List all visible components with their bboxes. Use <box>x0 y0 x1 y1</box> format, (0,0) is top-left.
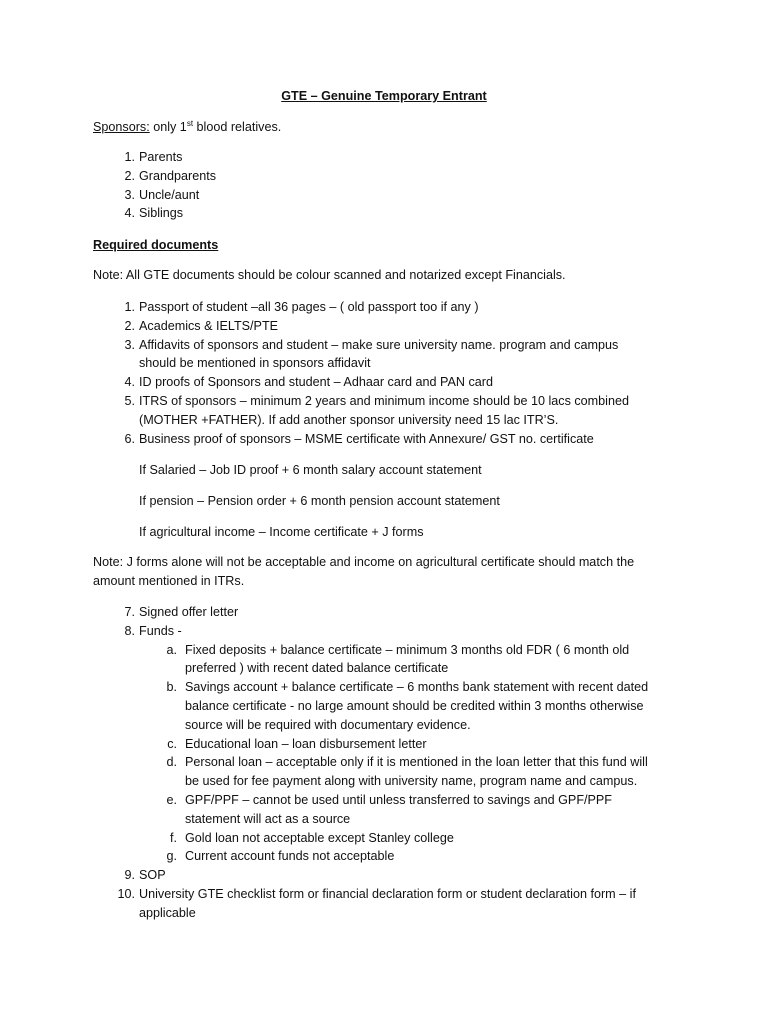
list-text: Business proof of sponsors – MSME certificate with Annexure/ GST no. certificate <box>139 431 594 446</box>
list-number: 5. <box>124 393 135 408</box>
list-item <box>93 317 693 336</box>
funds-line: GPF/PPF – cannot be used until unless transferred to savings and GPF/PPF <box>185 792 613 807</box>
funds-line: Current account funds not acceptable <box>185 849 395 864</box>
list-number: 7. <box>124 605 135 619</box>
list-number: 4. <box>124 206 135 221</box>
list-number: 1. <box>124 150 135 164</box>
list-text-line: ITRS of sponsors – minimum 2 years and minimum income should be 10 lacs combined <box>139 393 629 408</box>
list-item <box>93 392 693 430</box>
agricultural-proof: If agricultural income – Income certificate + J forms <box>139 525 424 539</box>
required-documents-list <box>93 298 693 448</box>
sponsors-superscript: st <box>186 118 194 128</box>
note-colour-scanned: Note: All GTE documents should be colour scanned and notarized except Financials. <box>93 268 566 282</box>
list-number: 8. <box>124 623 135 638</box>
list-text: Academics & IELTS/PTE <box>139 318 279 333</box>
list-text: Signed offer letter <box>139 605 239 619</box>
list-number: 4. <box>124 375 135 390</box>
sponsors-label: Sponsors: <box>93 120 150 134</box>
funds-line: Fixed deposits + balance certificate – minimum 3 months old FDR ( 6 month old <box>185 642 630 657</box>
list-text-line: (MOTHER +FATHER). If add another sponsor university need 15 lac ITR’S. <box>139 412 559 427</box>
list-text: Parents <box>139 150 183 164</box>
note-j-forms <box>93 553 693 591</box>
funds-item <box>93 753 693 791</box>
funds-line: statement will act as a source <box>185 811 351 826</box>
funds-letter: b. <box>166 680 177 695</box>
funds-item <box>93 829 693 848</box>
funds-line: Savings account + balance certificate – 6 months bank statement with recent dated <box>185 680 649 695</box>
sponsors-list <box>93 148 693 223</box>
funds-line: source will be required with documentary evidence. <box>185 717 471 732</box>
salaried-proof: If Salaried – Job ID proof + 6 month salary account statement <box>139 463 482 477</box>
list-item <box>93 885 693 923</box>
funds-line: preferred ) with recent dated balance certificate <box>185 661 449 676</box>
list-item <box>93 298 693 317</box>
funds-line: Personal loan – acceptable only if it is mentioned in the loan letter that this fund will <box>185 755 648 770</box>
list-item <box>93 622 693 641</box>
list-text: Funds - <box>139 623 182 638</box>
list-item <box>93 866 693 885</box>
funds-item <box>93 641 693 679</box>
list-text-line: applicable <box>139 905 196 920</box>
list-item <box>93 167 693 186</box>
list-text: Siblings <box>139 206 184 221</box>
funds-item <box>93 847 693 866</box>
funds-letter: e. <box>166 792 177 807</box>
document-title: GTE – Genuine Temporary Entrant <box>281 89 487 103</box>
funds-item <box>93 678 693 734</box>
list-item <box>93 186 693 205</box>
list-number: 6. <box>124 431 135 446</box>
sponsors-text-after: blood relatives. <box>193 120 282 134</box>
list-number: 3. <box>124 337 135 352</box>
funds-letter: f. <box>170 830 177 845</box>
list-text: Uncle/aunt <box>139 187 200 202</box>
list-text: SOP <box>139 868 166 883</box>
funds-line: Educational loan – loan disbursement letter <box>185 736 427 751</box>
list-item <box>93 373 693 392</box>
list-text: ID proofs of Sponsors and student – Adhaar card and PAN card <box>139 375 494 390</box>
funds-item <box>93 791 693 829</box>
pension-proof: If pension – Pension order + 6 month pension account statement <box>139 494 500 508</box>
sponsors-text-before: only 1 <box>149 120 187 134</box>
funds-line: be used for fee payment along with university name, program name and campus. <box>185 774 638 789</box>
funds-letter: a. <box>166 642 177 657</box>
funds-item <box>93 735 693 754</box>
note-line: Note: J forms alone will not be acceptable and income on agricultural certificate should match the <box>93 555 635 569</box>
funds-letter: d. <box>166 755 177 770</box>
list-text: Grandparents <box>139 168 217 183</box>
list-item <box>93 148 693 167</box>
list-number: 2. <box>124 168 135 183</box>
funds-letter: g. <box>166 849 177 864</box>
list-item <box>93 204 693 223</box>
required-documents-list-continued <box>93 603 693 923</box>
list-item <box>93 336 693 374</box>
required-documents-heading: Required documents <box>93 238 219 252</box>
note-line: amount mentioned in ITRs. <box>93 573 245 588</box>
list-number: 9. <box>124 868 135 883</box>
funds-line: Gold loan not acceptable except Stanley college <box>185 830 454 845</box>
funds-letter: c. <box>167 736 177 751</box>
list-item <box>93 603 693 622</box>
list-text-line: Affidavits of sponsors and student – make sure university name. program and campus <box>139 337 619 352</box>
list-item <box>93 430 693 449</box>
list-text-line: should be mentioned in sponsors affidavit <box>139 356 371 371</box>
sponsors-line <box>93 118 693 137</box>
list-number: 1. <box>124 300 135 314</box>
funds-line: balance certificate - no large amount should be credited within 3 months otherwise <box>185 698 644 713</box>
list-number: 10. <box>117 886 135 901</box>
list-number: 3. <box>124 187 135 202</box>
list-text: Passport of student –all 36 pages – ( old passport too if any ) <box>139 300 479 314</box>
list-text-line: University GTE checklist form or financial declaration form or student declaration form – if <box>139 886 636 901</box>
list-number: 2. <box>124 318 135 333</box>
